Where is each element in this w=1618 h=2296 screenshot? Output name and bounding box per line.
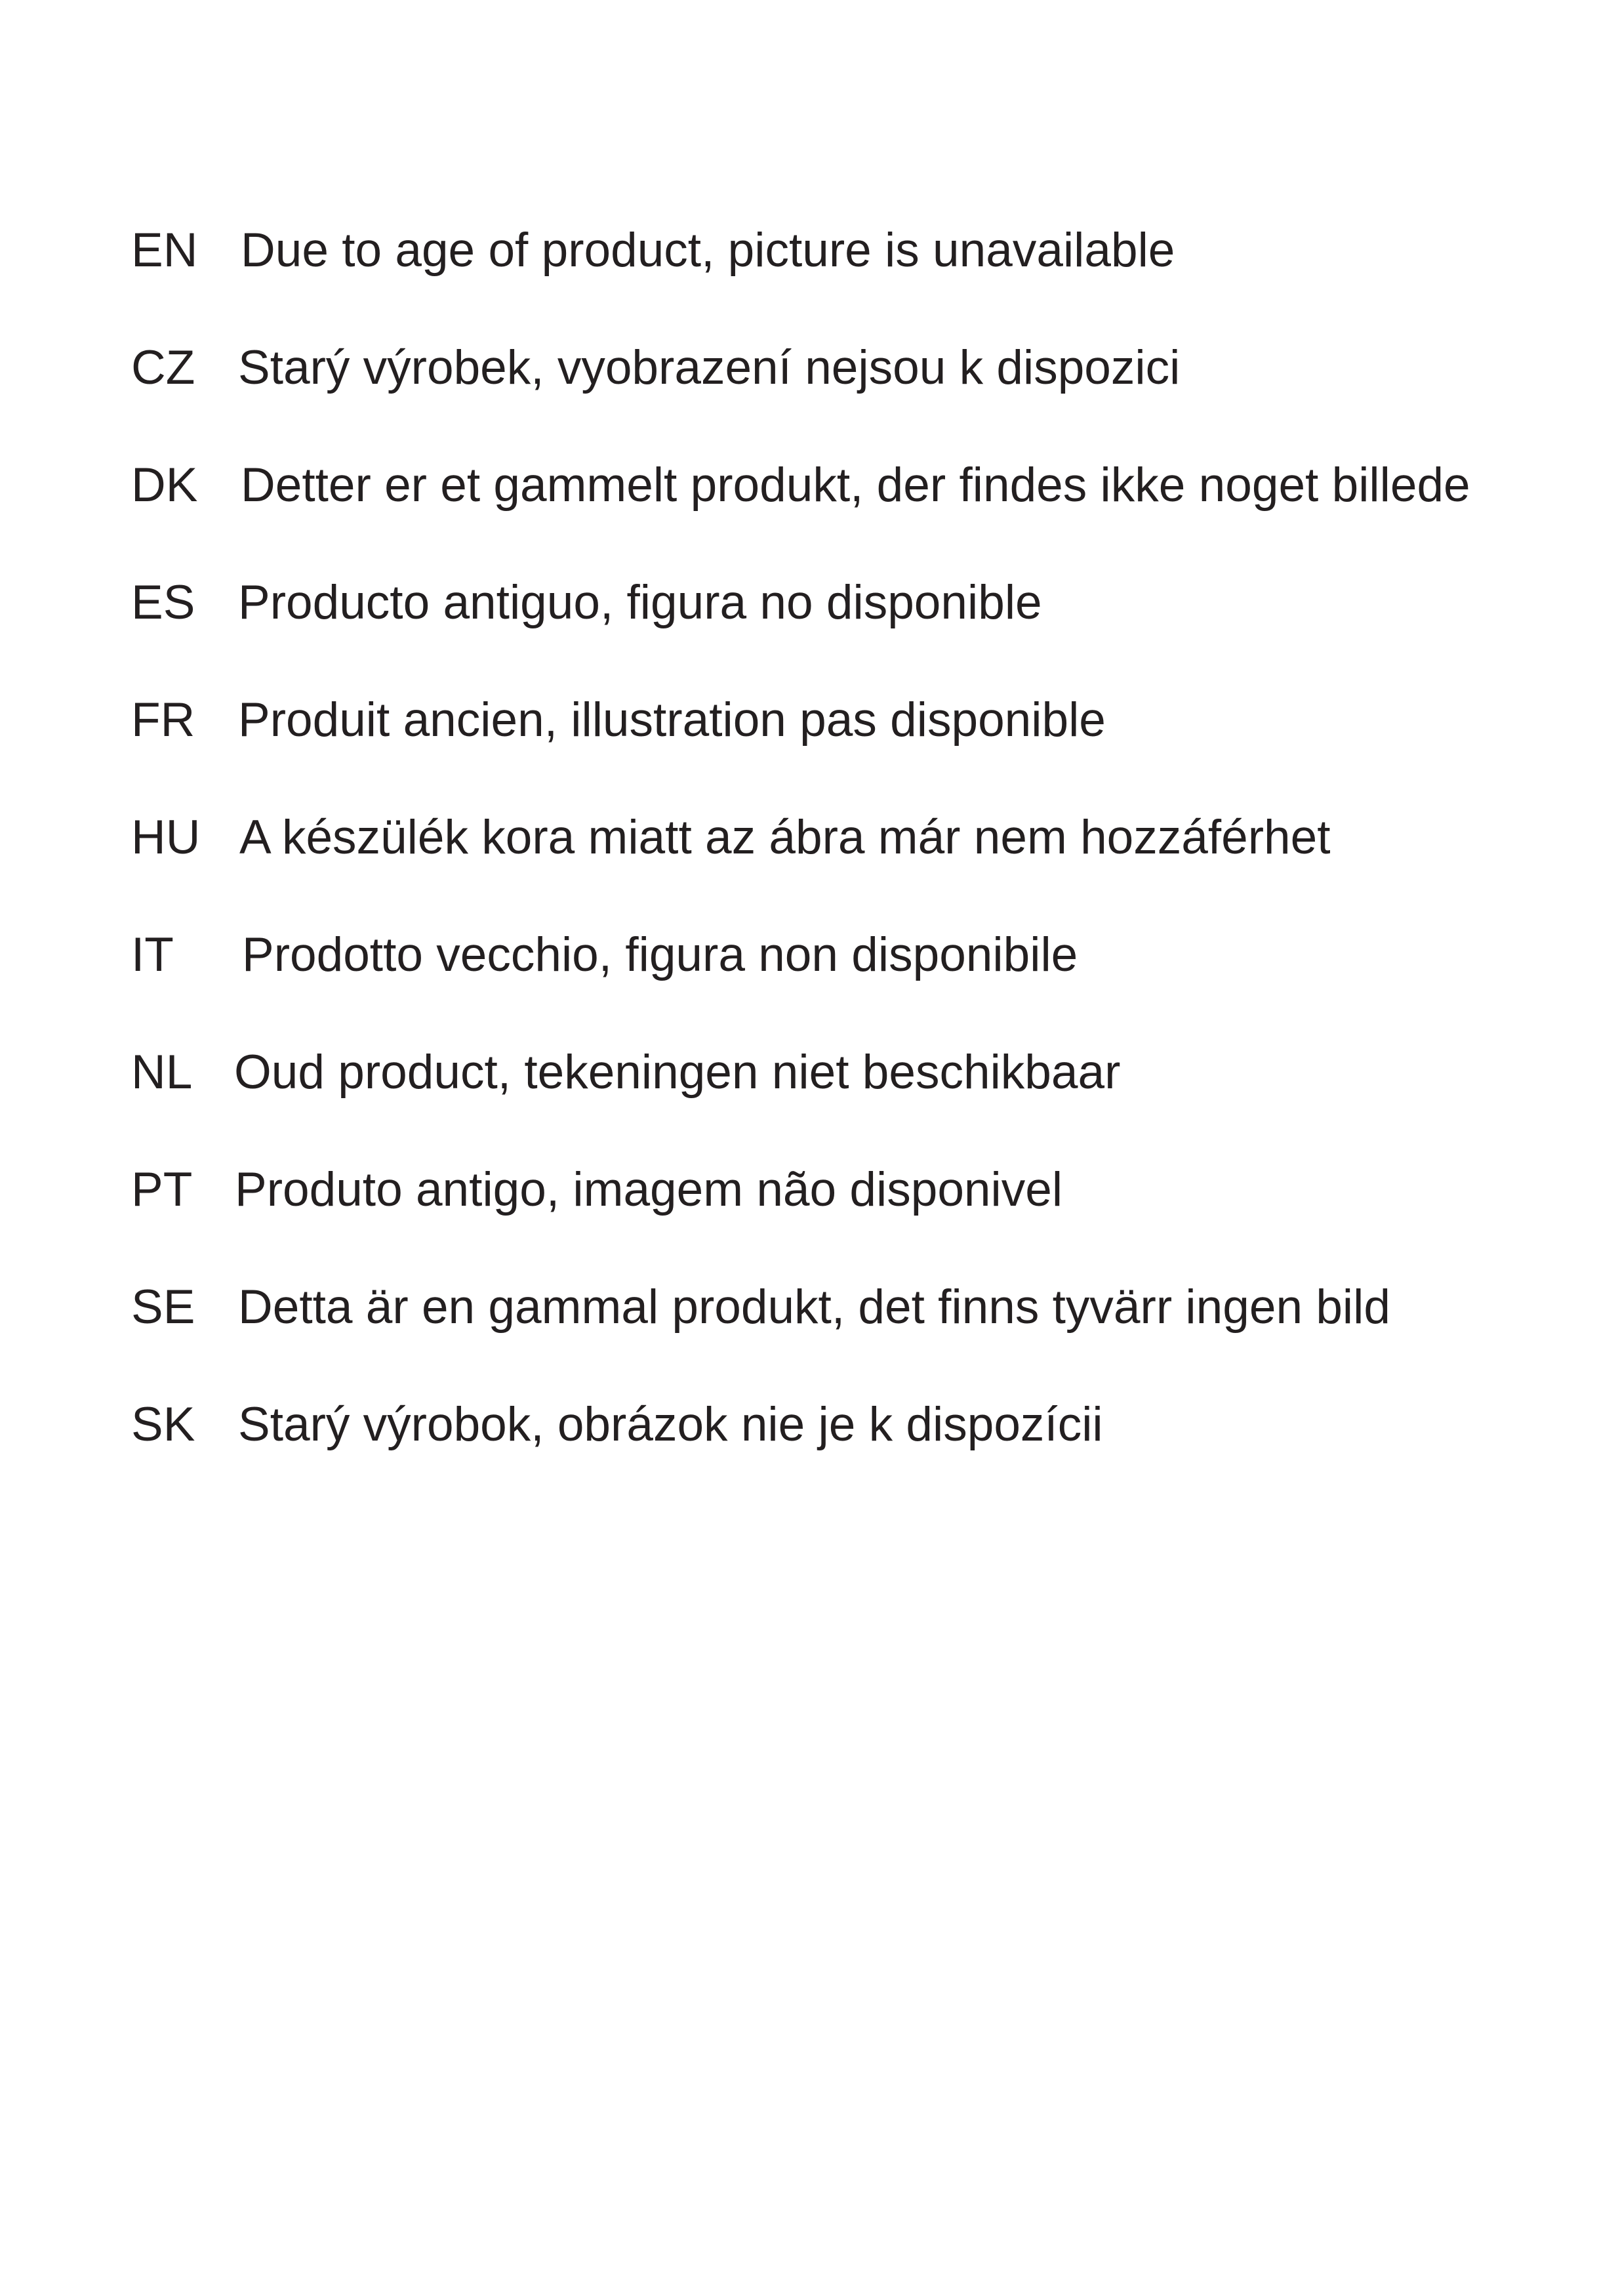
notice-text-en: Due to age of product, picture is unavailable [241, 224, 1175, 277]
notice-row-cz [131, 341, 1508, 461]
language-code-hu: HU [131, 811, 201, 864]
multilingual-notice-list [131, 226, 1508, 1518]
notice-row-nl [131, 1048, 1508, 1166]
notice-text-it: Prodotto vecchio, figura non disponibile [242, 928, 1078, 981]
language-code-se: SE [131, 1281, 195, 1334]
notice-row-it [131, 928, 1508, 1048]
notice-text-dk: Detter er et gammelt produkt, der findes ikke noget billede [241, 459, 1470, 512]
notice-text-cz: Starý výrobek, vyobrazení nejsou k dispozici [238, 341, 1181, 394]
notice-row-es [131, 576, 1508, 696]
notice-text-hu: A készülék kora miatt az ábra már nem hozzáférhet [239, 811, 1331, 864]
notice-row-hu [131, 813, 1508, 931]
notice-row-en [131, 226, 1508, 344]
notice-text-es: Producto antiguo, figura no disponible [238, 576, 1042, 629]
language-code-cz: CZ [131, 341, 195, 394]
notice-text-se: Detta är en gammal produkt, det finns tyvärr ingen bild [238, 1281, 1390, 1334]
notice-row-dk [131, 461, 1508, 579]
notice-text-nl: Oud product, tekeningen niet beschikbaar [234, 1046, 1121, 1099]
language-code-es: ES [131, 576, 195, 629]
notice-row-pt [131, 1163, 1508, 1283]
language-code-it: IT [131, 928, 174, 981]
language-code-fr: FR [131, 693, 195, 747]
notice-row-fr [131, 693, 1508, 813]
language-code-dk: DK [131, 459, 198, 512]
notice-text-sk: Starý výrobok, obrázok nie je k dispozícii [238, 1398, 1103, 1451]
language-code-pt: PT [131, 1163, 193, 1216]
notice-text-pt: Produto antigo, imagem não disponivel [235, 1163, 1063, 1216]
notice-text-fr: Produit ancien, illustration pas disponible [238, 693, 1106, 747]
language-code-sk: SK [131, 1398, 195, 1451]
notice-row-se [131, 1283, 1508, 1401]
notice-row-sk [131, 1398, 1508, 1518]
language-code-en: EN [131, 224, 198, 277]
language-code-nl: NL [131, 1046, 193, 1099]
